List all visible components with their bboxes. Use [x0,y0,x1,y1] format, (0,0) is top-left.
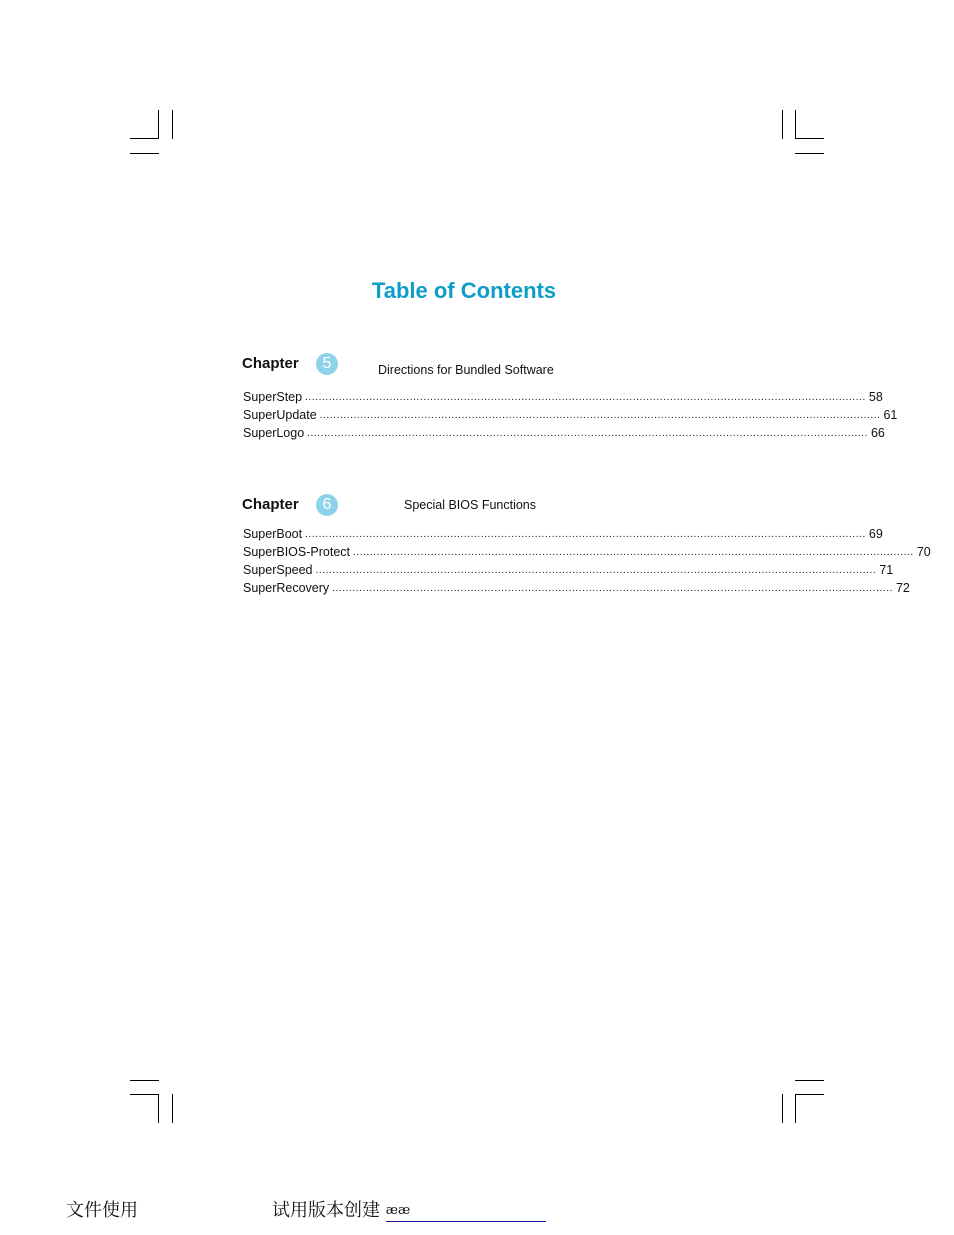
crop-mark [130,138,159,139]
leader-dots: ...................................................................................................................................................................... [307,428,868,439]
toc-entry-name: SuperLogo [243,426,305,440]
crop-mark [782,1094,783,1123]
chapter-number-badge: 5 [316,353,338,375]
toc-entry-page: 61 [883,408,898,422]
chapter-label: Chapter [242,355,299,372]
toc-list [243,388,898,442]
toc-entry-page: 71 [879,563,894,577]
toc-entry-name: SuperStep [243,390,303,404]
chapter-label: Chapter [242,496,299,513]
toc-entry-page: 69 [868,527,883,541]
footer-watermark-text: 试用版本创建 [272,1200,380,1221]
toc-entry-page: 72 [895,581,910,595]
crop-mark [158,110,159,139]
leader-dots: ...................................................................................................................................................................... [319,410,881,421]
toc-entry-name: SuperBIOS-Protect [243,545,350,559]
leader-dots: ...................................................................................................................................................................... [305,529,866,540]
crop-mark [130,153,159,154]
toc-entry-page: 66 [870,426,885,440]
crop-mark [172,110,173,139]
toc-entry-name: SuperUpdate [243,408,317,422]
crop-mark [158,1094,159,1123]
toc-list [243,525,931,597]
toc-entry[interactable] [243,406,898,424]
footer-watermark-right [272,1196,546,1222]
crop-mark [130,1080,159,1081]
chapter-heading [242,496,702,526]
toc-entry-name: SuperRecovery [243,581,330,595]
chapter-heading [242,355,702,385]
chapter-title: Directions for Bundled Software [378,363,554,377]
toc-entry[interactable] [243,579,910,597]
chapter-number-badge: 6 [316,494,338,516]
crop-mark [795,138,824,139]
footer-watermark-left: 文件使用 [66,1200,138,1221]
toc-entry[interactable] [243,424,885,442]
chapter-title: Special BIOS Functions [404,498,537,512]
toc-entry[interactable] [243,388,883,406]
toc-entry-page: 70 [916,545,931,559]
crop-mark [795,110,796,139]
toc-entry[interactable] [243,543,931,561]
leader-dots: ...................................................................................................................................................................... [353,547,914,558]
toc-entry-page: 58 [868,390,883,404]
crop-mark [130,1094,159,1095]
toc-entry[interactable] [243,525,883,543]
leader-dots: ...................................................................................................................................................................... [315,565,877,576]
crop-mark [795,1094,796,1123]
toc-entry[interactable] [243,561,894,579]
footer-link[interactable] [386,1203,546,1222]
leader-dots: ...................................................................................................................................................................... [305,392,866,403]
toc-entry-name: SuperBoot [243,527,303,541]
crop-mark [795,1094,824,1095]
crop-mark [795,153,824,154]
crop-mark [172,1094,173,1123]
page-title: Table of Contents [371,278,557,303]
footer-link-text: ææ [385,1203,411,1218]
toc-entry-name: SuperSpeed [243,563,313,577]
leader-dots: ...................................................................................................................................................................... [332,583,893,594]
crop-mark [782,110,783,139]
crop-mark [795,1080,824,1081]
